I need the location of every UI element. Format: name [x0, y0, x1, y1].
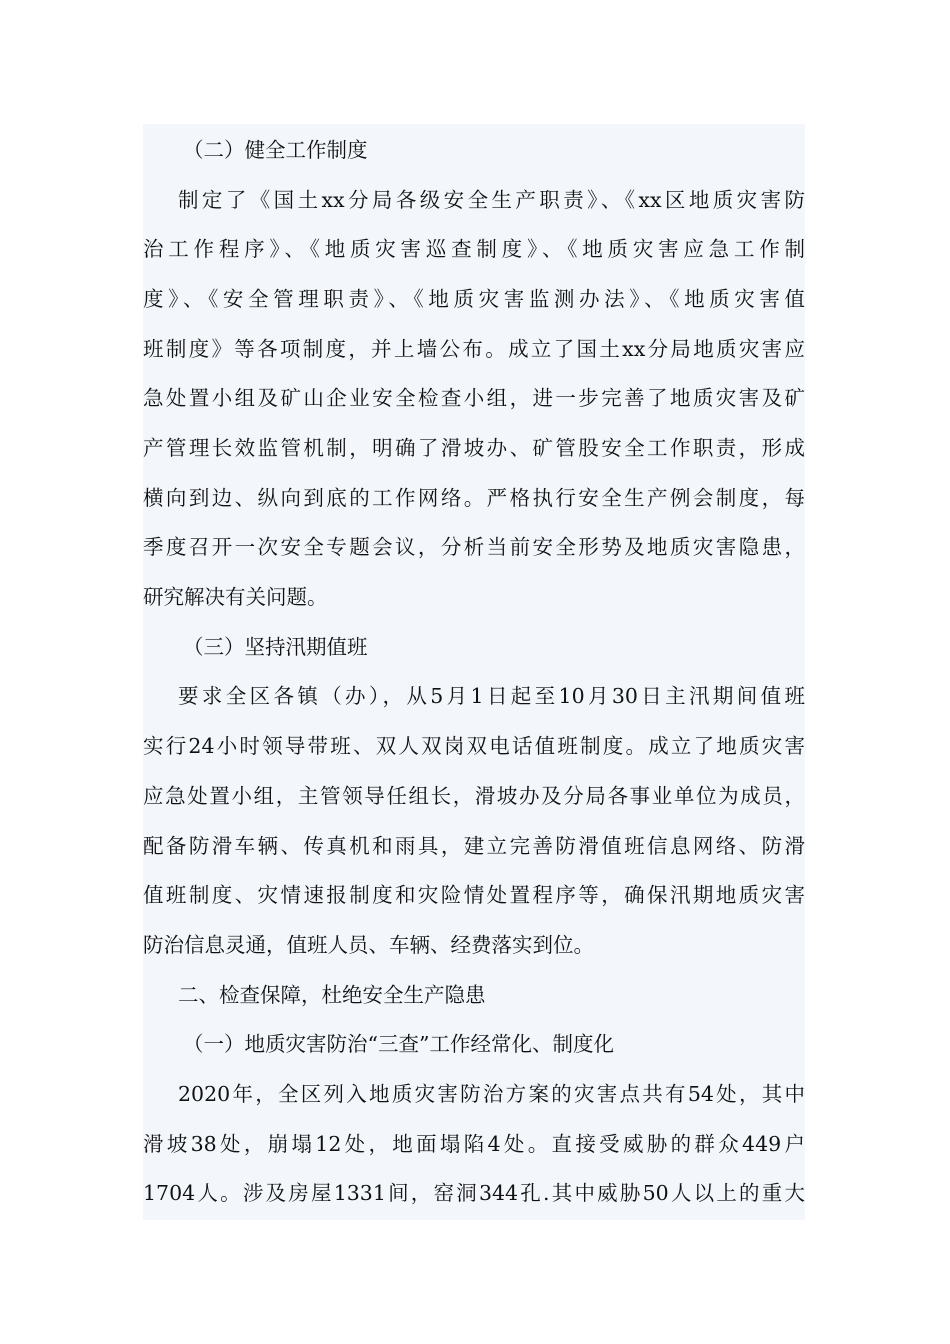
section-heading-2: （二）健全工作制度	[183, 138, 368, 162]
paragraph-line: 滑坡38处，崩塌12处，地面塌陷4处。直接受威胁的群众449户	[143, 1132, 805, 1156]
paragraph-line: 实行24小时领导带班、双人双岗双电话值班制度。成立了地质灾害	[143, 734, 805, 758]
paragraph-line: 配备防滑车辆、传真机和雨具，建立完善防滑值班信息网络、防滑	[143, 834, 805, 858]
chapter-heading: 二、检查保障，杜绝安全生产隐患	[178, 983, 486, 1007]
paragraph-line: 值班制度、灾情速报制度和灾险情处置程序等，确保汛期地质灾害	[143, 883, 805, 907]
paragraph-line: 防治信息灵通，值班人员、车辆、经费落实到位。	[143, 933, 594, 957]
paragraph-line: 要求全区各镇（办），从5月1日起至10月30日主汛期间值班	[178, 684, 805, 708]
paragraph-line: 1704人。涉及房屋1331间，窑洞344孔.其中威胁50人以上的重大	[143, 1181, 805, 1205]
paragraph-line: 急处置小组及矿山企业安全检查小组，进一步完善了地质灾害及矿	[143, 386, 805, 410]
section-heading-3: （三）坚持汛期值班	[183, 635, 368, 659]
paragraph-line: 度》、《安全管理职责》、《地质灾害监测办法》、《地质灾害值	[143, 287, 805, 311]
paragraph-line: 治工作程序》、《地质灾害巡查制度》、《地质灾害应急工作制	[143, 237, 805, 261]
paragraph-line: 制定了《国土xx分局各级安全生产职责》、《xx区地质灾害防	[178, 188, 805, 212]
paragraph-line: 2020年，全区列入地质灾害防治方案的灾害点共有54处，其中	[178, 1082, 805, 1106]
paragraph-line: 研究解决有关问题。	[143, 585, 328, 609]
section-heading-1: （一）地质灾害防治“三查”工作经常化、制度化	[183, 1032, 614, 1056]
paragraph-line: 季度召开一次安全专题会议，分析当前安全形势及地质灾害隐患，	[143, 535, 805, 559]
document-body	[143, 124, 805, 1220]
paragraph-line: 班制度》等各项制度，并上墙公布。成立了国土xx分局地质灾害应	[143, 337, 805, 361]
paragraph-line: 横向到边、纵向到底的工作网络。严格执行安全生产例会制度，每	[143, 486, 805, 510]
paragraph-line: 应急处置小组，主管领导任组长，滑坡办及分局各事业单位为成员，	[143, 784, 805, 808]
paragraph-line: 产管理长效监管机制，明确了滑坡办、矿管股安全工作职责，形成	[143, 436, 805, 460]
